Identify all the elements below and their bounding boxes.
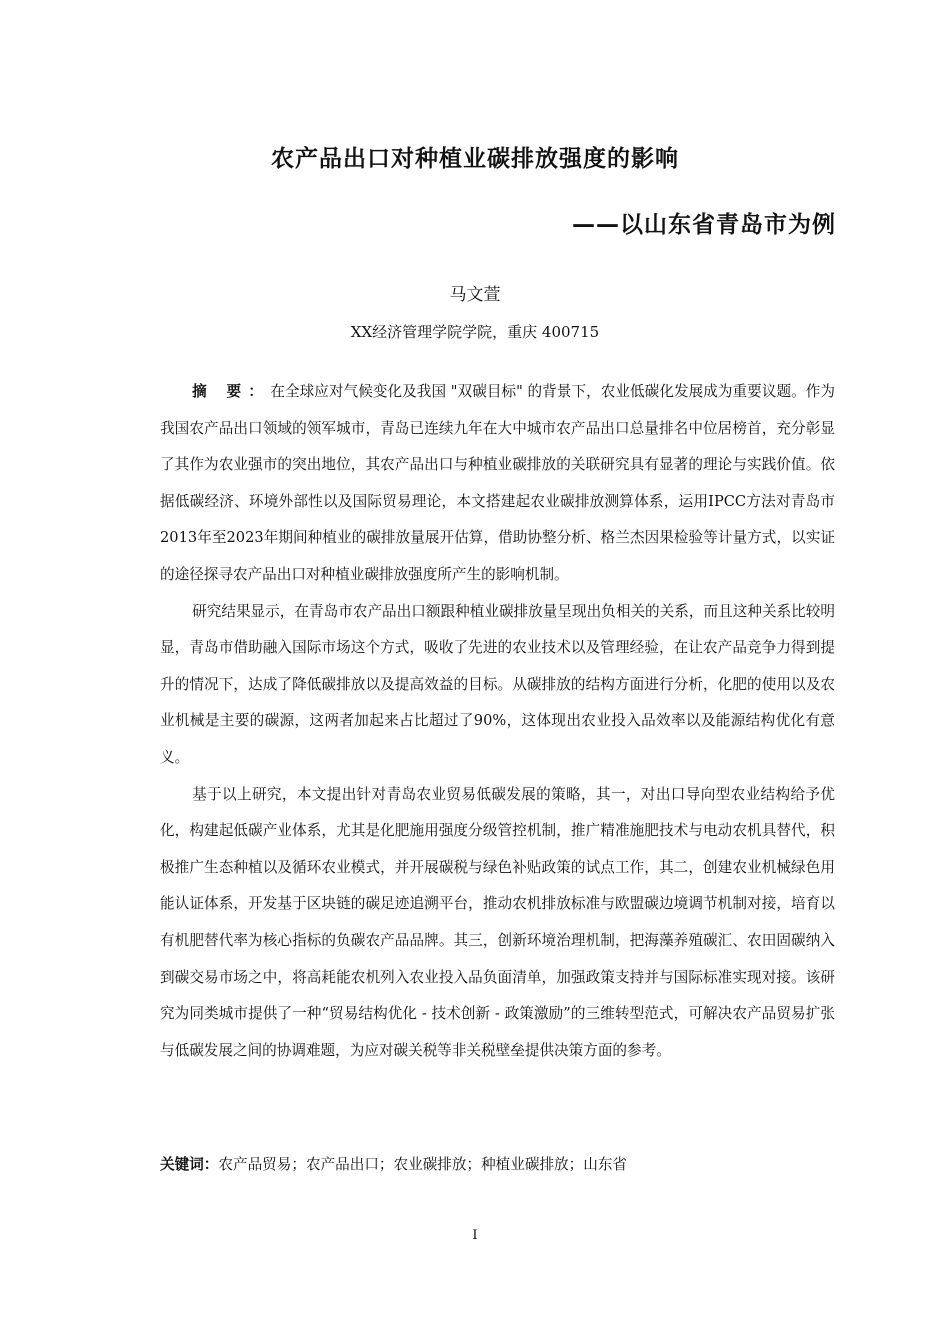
abstract-label: 摘 要： <box>192 383 271 400</box>
paper-title: 农产品出口对种植业碳排放强度的影响 <box>271 146 679 172</box>
page-number: I <box>472 1228 478 1243</box>
keywords-text: 农产品贸易；农产品出口；农业碳排放；种植业碳排放；山东省 <box>218 1156 628 1173</box>
abstract-paragraph-1 <box>160 374 835 594</box>
abstract-section <box>160 374 835 1069</box>
author-name: 马文萱 <box>449 285 501 305</box>
abstract-paragraph-3: 基于以上研究，本文提出针对青岛农业贸易低碳发展的策略，其一，对出口导向型农业结构给予优化，构建起低碳产业体系，尤其是化肥施用强度分级管控机制，推广精准施肥技术与电动农机具替代，积极推广生态种植以及循环农业模式，并开展碳税与绿色补贴政策的试点工作，其二，创建农业机械绿色用能认证体系，开发基于区块链的碳足迹追溯平台，推动农机排放标准与欧盟碳边境调节机制对接，培育以有机肥替代率为核心指标的负碳农产品品牌。其三，创新环境治理机制，把海藻养殖碳汇、农田固碳纳入到碳交易市场之中，将高耗能农机列入农业投入品负面清单，加强政策支持并与国际标准实现对接。该研究为同类城市提供了一种“贸易结构优化 - 技术创新 - 政策激励”的三维转型范式，可解决农产品贸易扩张与低碳发展之间的协调难题，为应对碳关税等非关税壁垒提供决策方面的参考。 <box>160 785 835 1059</box>
keywords-section <box>160 1152 835 1178</box>
author-affiliation: XX经济管理学院学院，重庆 400715 <box>350 323 600 341</box>
keywords-label: 关键词： <box>160 1156 219 1173</box>
paper-subtitle: ——以山东省青岛市为例 <box>572 212 836 238</box>
abstract-paragraph-1-text: 在全球应对气候变化及我国 "双碳目标" 的背景下，农业低碳化发展成为重要议题。作为我国农产品出口领域的领军城市，青岛已连续九年在大中城市农产品出口总量排名中位居榜首，充分彰显了其作为农业强市的突出地位，其农产品出口与种植业碳排放的关联研究具有显著的理论与实践价值。依据低碳经济、环境外部性以及国际贸易理论，本文搭建起农业碳排放测算体系，运用IPCC方法对青岛市2013年至2023年期间种植业的碳排放量展开估算，借助协整分析、格兰杰因果检验等计量方式，以实证的途径探寻农产品出口对种植业碳排放强度所产生的影响机制。 <box>160 383 835 583</box>
abstract-paragraph-2: 研究结果显示，在青岛市农产品出口额跟种植业碳排放量呈现出负相关的关系，而且这种关系比较明显，青岛市借助融入国际市场这个方式，吸收了先进的农业技术以及管理经验，在让农产品竞争力得到提升的情况下，达成了降低碳排放以及提高效益的目标。从碳排放的结构方面进行分析，化肥的使用以及农业机械是主要的碳源，这两者加起来占比超过了90%，这体现出农业投入品效率以及能源结构优化有意义。 <box>160 602 835 766</box>
